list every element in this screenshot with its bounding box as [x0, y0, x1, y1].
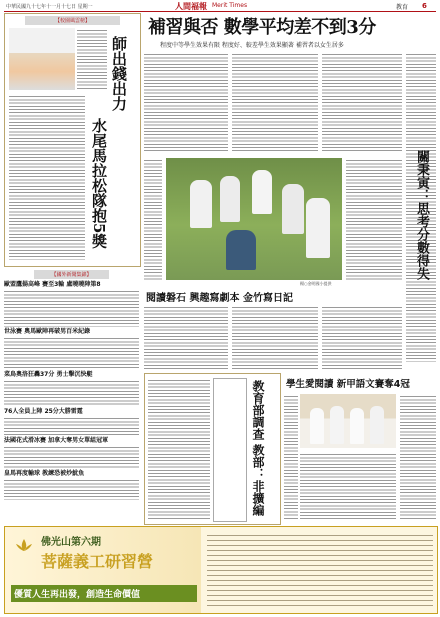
feature-title	[109, 36, 130, 261]
main-title: 補習與否 數學平均差不到3分	[148, 17, 376, 38]
news-body	[4, 445, 139, 469]
dateline: 中華民國九十七年十一月十七日 星期一	[6, 4, 93, 10]
ad-slogan: 優質人生再出發，創造生命價值	[11, 585, 197, 602]
survey-box	[144, 373, 281, 525]
news-headline: 76人全員上陣 25分大勝雷霆	[4, 408, 83, 415]
photo-student	[330, 406, 344, 444]
photo-student	[370, 406, 384, 444]
main-subtitle: 程度中等學生效果有限 程度好、較差學生效果顯著 補習者以女生居多	[160, 42, 344, 49]
feature-subtitle	[89, 118, 110, 258]
read-article-right-text	[400, 394, 436, 520]
photo-teacher	[226, 230, 256, 270]
photo-student	[220, 176, 240, 222]
masthead: 人間福報	[175, 2, 207, 11]
classroom-photo	[166, 158, 342, 280]
photo-caption: 楊○金明國小提供	[300, 281, 332, 286]
campus-feature-box	[4, 13, 141, 267]
lotus-icon	[13, 537, 35, 551]
feature-lead-text	[77, 28, 107, 90]
photo-student	[252, 170, 272, 214]
photo-student	[306, 198, 330, 258]
ad-info-panel	[207, 531, 433, 609]
photo-student	[310, 408, 324, 444]
news-headline: 世泳賽 奧馬歐陣再破男百米紀錄	[4, 328, 91, 335]
article-body-col1	[144, 52, 228, 152]
ad-left-panel	[5, 527, 201, 613]
article-body-col2	[232, 52, 318, 152]
header-rule	[4, 11, 436, 12]
survey-headline: 教育部調查 教部：非擴編	[251, 380, 265, 517]
reading-body-col1	[144, 305, 228, 370]
reading-body-col3	[322, 305, 402, 370]
masthead-english: Merit Times	[212, 2, 248, 9]
news-body	[4, 336, 139, 370]
reading-headline: 閱讀磐石 興趣寫劇本 金竹寫日記	[146, 293, 293, 304]
right-vertical-headline	[412, 150, 431, 310]
right-headline-text: 關秉寅：思考分數得失	[414, 150, 429, 280]
news-body	[4, 478, 139, 500]
photo-side-text	[144, 158, 162, 280]
world-news-digest	[4, 270, 139, 518]
photo-student	[282, 184, 304, 234]
news-headline: 皇馬再度輸球 教練恐被炒魷魚	[4, 470, 85, 477]
page-number: 6	[422, 2, 427, 10]
ad-small-title: 佛光山第六期	[41, 537, 101, 548]
survey-headline-wrap	[249, 380, 268, 520]
survey-body-left	[148, 378, 210, 520]
ad-big-title: 菩薩義工研習營	[41, 552, 154, 571]
read-article-title: 學生愛閱讀 新甲語文賽奪4冠	[286, 379, 410, 390]
feature-body-text	[9, 94, 85, 260]
feature-title-line1: 師出錢出力	[110, 36, 128, 111]
photo-student	[190, 180, 212, 228]
news-body	[4, 379, 139, 407]
news-headline: 菜鳥奧洛狂轟37分 勇士擊沉快艇	[4, 371, 93, 378]
news-body	[4, 416, 139, 436]
photo-side-text	[346, 158, 402, 280]
section-name: 教育	[396, 4, 409, 11]
campus-label: 【校園風雲榜】	[25, 16, 120, 25]
read-article-side-text	[284, 394, 298, 520]
survey-quote-panel	[213, 378, 247, 522]
feature-title-line2: 水尾馬拉松隊抱5獎	[90, 118, 108, 249]
reading-body-col2	[232, 305, 318, 370]
read-article-body	[300, 452, 396, 520]
team-photo	[9, 28, 75, 90]
photo-student	[350, 408, 364, 444]
news-headline: 歐盟鷹揚高峰 賽至3輪 盧曉曉陣第8	[4, 281, 101, 288]
award-photo	[300, 394, 396, 448]
news-body	[4, 289, 139, 327]
news-headline: 法國花式滑冰賽 加拿大奪男女單組冠軍	[4, 437, 109, 444]
article-body-col3	[322, 52, 402, 152]
ad-banner[interactable]	[4, 526, 438, 614]
news-digest-label: 【國外新聞集錦】	[34, 270, 109, 279]
